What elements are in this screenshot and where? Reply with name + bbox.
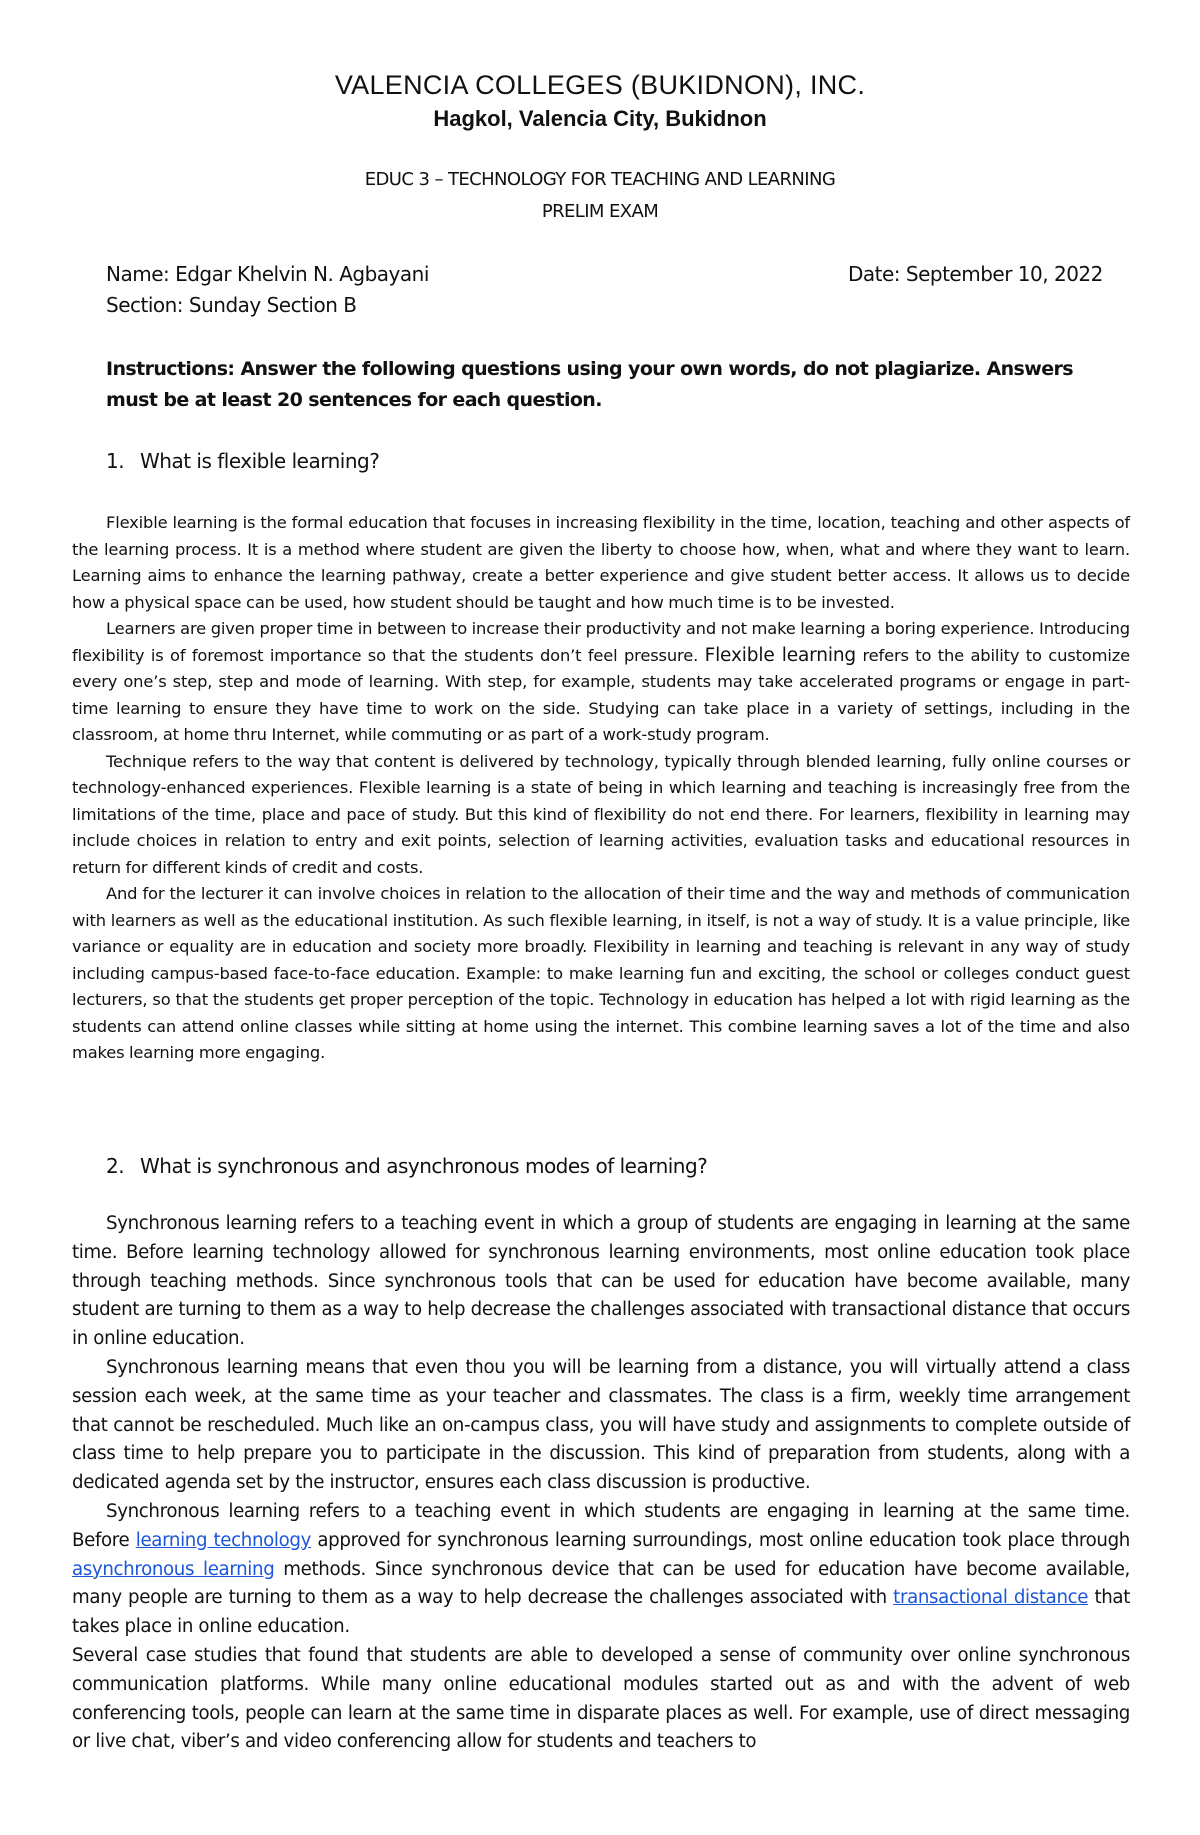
answer-text: Learners are given proper time in between to increase their productivity and not make learning a boring experience. Introducing flexibility is of foremost importance so that the students don’t feel pressure. bbox=[72, 619, 1130, 665]
exam-title: PRELIM EXAM bbox=[541, 201, 659, 222]
question-2 bbox=[106, 1154, 707, 1178]
answer-1 bbox=[72, 510, 1130, 1067]
school-address: Hagkol, Valencia City, Bukidnon bbox=[433, 106, 767, 131]
answer-paragraph bbox=[72, 1498, 1130, 1642]
emphasized-term: Flexible learning bbox=[704, 644, 856, 666]
answer-text: methods. Since synchronous device that can be used for education have become available, many people are turning to them as a way to help decrease the challenges associated with bbox=[72, 1558, 1130, 1609]
answer-paragraph bbox=[72, 616, 1130, 749]
question-text: What is flexible learning? bbox=[140, 449, 380, 473]
answer-paragraph: Several case studies that found that students are able to developed a sense of community over online synchronous communication platforms. While many online educational modules started out as and with the advent of web conferencing tools, people can learn at the same time in disparate places as well. For example, use of direct messaging or live chat, viber’s and video conferencing allow for students and teachers to bbox=[72, 1644, 1130, 1753]
answer-paragraph: Synchronous learning refers to a teaching event in which a group of students are engaging in learning at the same time. Before learning technology allowed for synchronous learning environments, most online education took place through teaching methods. Since synchronous tools that can be used for education have become available, many student are turning to them as a way to help decrease the challenges associated with transactional distance that occurs in online education. bbox=[72, 1213, 1130, 1350]
answer-paragraph: Technique refers to the way that content is delivered by technology, typically through blended learning, fully online courses or technology-enhanced experiences. Flexible learning is a state of being in which learning and teaching is increasingly free from the limitations of the time, place and pace of study. But this kind of flexibility do not end there. For learners, flexibility in learning may include choices in relation to entry and exit points, selection of learning activities, evaluation tasks and educational resources in return for different kinds of credit and costs. bbox=[72, 751, 1130, 877]
question-number: 2. bbox=[106, 1154, 125, 1178]
asynchronous-learning-link[interactable]: asynchronous learning bbox=[72, 1558, 275, 1580]
answer-text: approved for synchronous learning surroundings, most online education took place through bbox=[317, 1529, 1130, 1551]
exam-date: Date: September 10, 2022 bbox=[848, 262, 1103, 286]
answer-2 bbox=[72, 1210, 1130, 1757]
learning-technology-link[interactable]: learning technology bbox=[135, 1529, 312, 1551]
student-name: Name: Edgar Khelvin N. Agbayani bbox=[106, 262, 429, 286]
answer-paragraph: And for the lecturer it can involve choices in relation to the allocation of their time and the way and methods of communication with learners as well as the educational institution. As such flexible learning, in itself, is not a way of study. It is a value principle, like variance or equality are in education and society more broadly. Flexibility in learning and teaching is relevant in any way of study including campus-based face-to-face education. Example: to make learning fun and exciting, the school or colleges conduct guest lecturers, so that the students get proper perception of the topic. Technology in education has helped a lot with rigid learning as the students can attend online classes while sitting at home using the internet. This combine learning saves a lot of the time and also makes learning more engaging. bbox=[72, 884, 1130, 1062]
answer-text: Synchronous learning refers to a teaching event in which students are engaging in learning at the same time. Before bbox=[72, 1500, 1130, 1551]
question-number: 1. bbox=[106, 449, 125, 473]
answer-text: refers to the ability to customize every one’s step, step and mode of learning. With step, for example, students may take accelerated programs or engage in part-time learning to ensure they have time to work on the side. Studying can take place in a variety of settings, including in the classroom, at home thru Internet, while commuting or as part of a work-study program. bbox=[72, 645, 1130, 744]
question-1 bbox=[106, 449, 379, 473]
course-title: EDUC 3 – TECHNOLOGY FOR TEACHING AND LEARNING bbox=[364, 169, 836, 190]
transactional-distance-link[interactable]: transactional distance bbox=[893, 1587, 1089, 1609]
answer-paragraph: Flexible learning is the formal education that focuses in increasing flexibility in the time, location, teaching and other aspects of the learning process. It is a method where student are given the liberty to choose how, when, what and where they want to learn. Learning aims to enhance the learning pathway, create a better experience and give student better access. It allows us to decide how a physical space can be used, how student should be taught and how much time is to be invested. bbox=[72, 513, 1130, 612]
school-name: VALENCIA COLLEGES (BUKIDNON), INC. bbox=[334, 70, 866, 100]
question-text: What is synchronous and asynchronous modes of learning? bbox=[140, 1154, 708, 1178]
answer-text: that takes place in online education. bbox=[72, 1587, 1130, 1638]
answer-paragraph: Synchronous learning means that even thou you will be learning from a distance, you will virtually attend a class session each week, at the same time as your teacher and classmates. The class is a firm, weekly time arrangement that cannot be rescheduled. Much like an on-campus class, you will have study and assignments to complete outside of class time to help prepare you to participate in the discussion. This kind of preparation from students, along with a dedicated agenda set by the instructor, ensures each class discussion is productive. bbox=[72, 1356, 1130, 1494]
student-section: Section: Sunday Section B bbox=[106, 293, 357, 317]
instructions: Instructions: Answer the following questions using your own words, do not plagiarize. Answers must be at least 20 sentences for each question. bbox=[106, 358, 1073, 411]
